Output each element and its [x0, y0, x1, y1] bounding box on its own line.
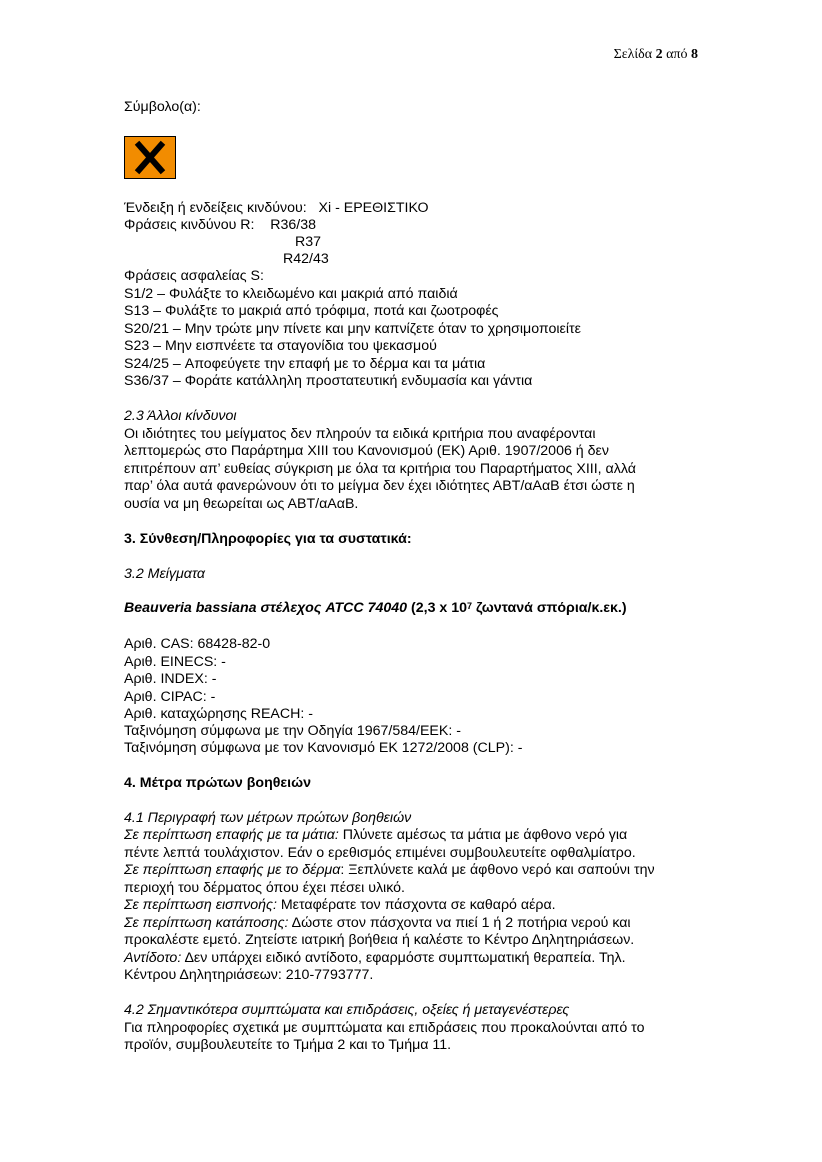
id-line: Αριθ. EINECS: - — [124, 654, 226, 670]
section3-title: 3. Σύνθεση/Πληροφορίες για τα συστατικά: — [124, 531, 412, 547]
id-line: Αριθ. CAS: 68428-82-0 — [124, 636, 271, 652]
page-number: Σελίδα 2 από 8 — [613, 47, 698, 62]
id-line: Ταξινόμηση σύμφωνα με την Οδηγία 1967/584/ΕΕΚ: - — [124, 723, 461, 739]
s-phrase: S20/21 – Μην τρώτε μην πίνετε και μην καπνίζετε όταν το χρησιμοποιείτε — [124, 321, 581, 337]
section42-text: Για πληροφορίες σχετικά με συμπτώματα και επιδράσεις που προκαλούνται από το — [124, 1020, 645, 1036]
antidote-instruction-cont: Κέντρου Δηλητηριάσεων: 210-7793777. — [124, 967, 374, 983]
other-hazards-line: παρ’ όλα αυτά φανερώνουν ότι το μείγμα δεν έχει ιδιότητες ΑΒΤ/αΑαΒ έτσι ώστε η — [124, 478, 635, 494]
component-name: Beauveria bassiana στέλεχος ATCC 74040 (2,3 x $10^7$ ζωντανά σπόρια/κ.εκ.) — [124, 600, 627, 616]
ingestion-instruction-cont: προκαλέστε εμετό. Ζητείστε ιατρική βοήθεια ή καλέστε το Κέντρο Δηλητηριάσεων. — [124, 932, 635, 948]
eyes-instruction: Σε περίπτωση επαφής με τα μάτια: Πλύνετε αμέσως τα μάτια με άφθονο νερό για — [124, 827, 628, 843]
symbols-label: Σύμβολο(α): — [124, 99, 201, 115]
id-line: Αριθ. καταχώρησης REACH: - — [124, 706, 313, 722]
id-line: Αριθ. CIPAC: - — [124, 689, 216, 705]
section42-title: 4.2 Σημαντικότερα συμπτώματα και επιδράσεις, οξείες ή μεταγενέστερες — [124, 1002, 570, 1018]
section42-text-cont: προϊόν, συμβουλευτείτε το Τμήμα 2 και το Τμήμα 11. — [124, 1037, 452, 1053]
s-phrase: S24/25 – Αποφεύγετε την επαφή με το δέρμα και τα μάτια — [124, 356, 486, 372]
other-hazards-title: 2.3 Άλλοι κίνδυνοι — [124, 408, 237, 424]
harmful-x-icon — [124, 136, 176, 179]
id-line: Ταξινόμηση σύμφωνα με τον Κανονισμό ΕΚ 1272/2008 (CLP): - — [124, 740, 523, 756]
antidote-instruction: Αντίδοτο: Δεν υπάρχει ειδικό αντίδοτο, εφαρμόστε συμπτωματική θεραπεία. Τηλ. — [124, 950, 626, 966]
other-hazards-line: Οι ιδιότητες του μείγματος δεν πληρούν τα ειδικά κριτήρια που αναφέρονται — [124, 426, 596, 442]
s-phrase: S13 – Φυλάξτε το μακριά από τρόφιμα, ποτά και ζωοτροφές — [124, 303, 499, 319]
eyes-instruction-cont: πέντε λεπτά τουλάχιστον. Εάν ο ερεθισμός επιμένει συμβουλευτείτε οφθαλμίατρο. — [124, 845, 636, 861]
section41-title: 4.1 Περιγραφή των μέτρων πρώτων βοηθειών — [124, 810, 412, 826]
r-phrase-3: R42/43 — [283, 251, 329, 267]
skin-instruction: Σε περίπτωση επαφής με το δέρμα: Ξεπλύνετε καλά με άφθονο νερό και σαπούνι την — [124, 862, 655, 878]
r-phrases: Φράσεις κινδύνου R: R36/38 — [124, 217, 317, 233]
ingestion-instruction: Σε περίπτωση κατάποσης: Δώστε στον πάσχοντα να πιεί 1 ή 2 ποτήρια νερού και — [124, 915, 631, 931]
section3-subtitle: 3.2 Μείγματα — [124, 566, 206, 582]
other-hazards-line: λεπτομερώς στο Παράρτημα XIII του Κανονισμού (ΕΚ) Αριθ. 1907/2006 ή δεν — [124, 443, 609, 459]
r-phrase-2: R37 — [295, 234, 322, 250]
s-phrase: S23 – Μην εισπνέετε τα σταγονίδια του ψεκασμού — [124, 338, 437, 354]
inhalation-instruction: Σε περίπτωση εισπνοής: Μεταφέρατε τον πάσχοντα σε καθαρό αέρα. — [124, 897, 556, 913]
s-phrase: S36/37 – Φοράτε κατάλληλη προστατευτική ενδυμασία και γάντια — [124, 373, 533, 389]
section4-title: 4. Μέτρα πρώτων βοηθειών — [124, 775, 311, 791]
other-hazards-line: επιτρέπουν απ’ ευθείας σύγκριση με όλα τα κριτήρια του Παραρτήματος XIII, αλλά — [124, 461, 636, 477]
s-phrase: S1/2 – Φυλάξτε το κλειδωμένο και μακριά από παιδιά — [124, 286, 458, 302]
hazard-indication: Ένδειξη ή ενδείξεις κινδύνου: Xi - ΕΡΕΘΙΣΤΙΚΟ — [124, 200, 429, 216]
s-phrases-label: Φράσεις ασφαλείας S: — [124, 268, 264, 284]
skin-instruction-cont: περιοχή του δέρματος όπου έχει πέσει υλικό. — [124, 880, 405, 896]
other-hazards-line: ουσία να μη θεωρείται ως ΑΒΤ/αΑαΒ. — [124, 496, 359, 512]
id-line: Αριθ. INDEX: - — [124, 671, 217, 687]
